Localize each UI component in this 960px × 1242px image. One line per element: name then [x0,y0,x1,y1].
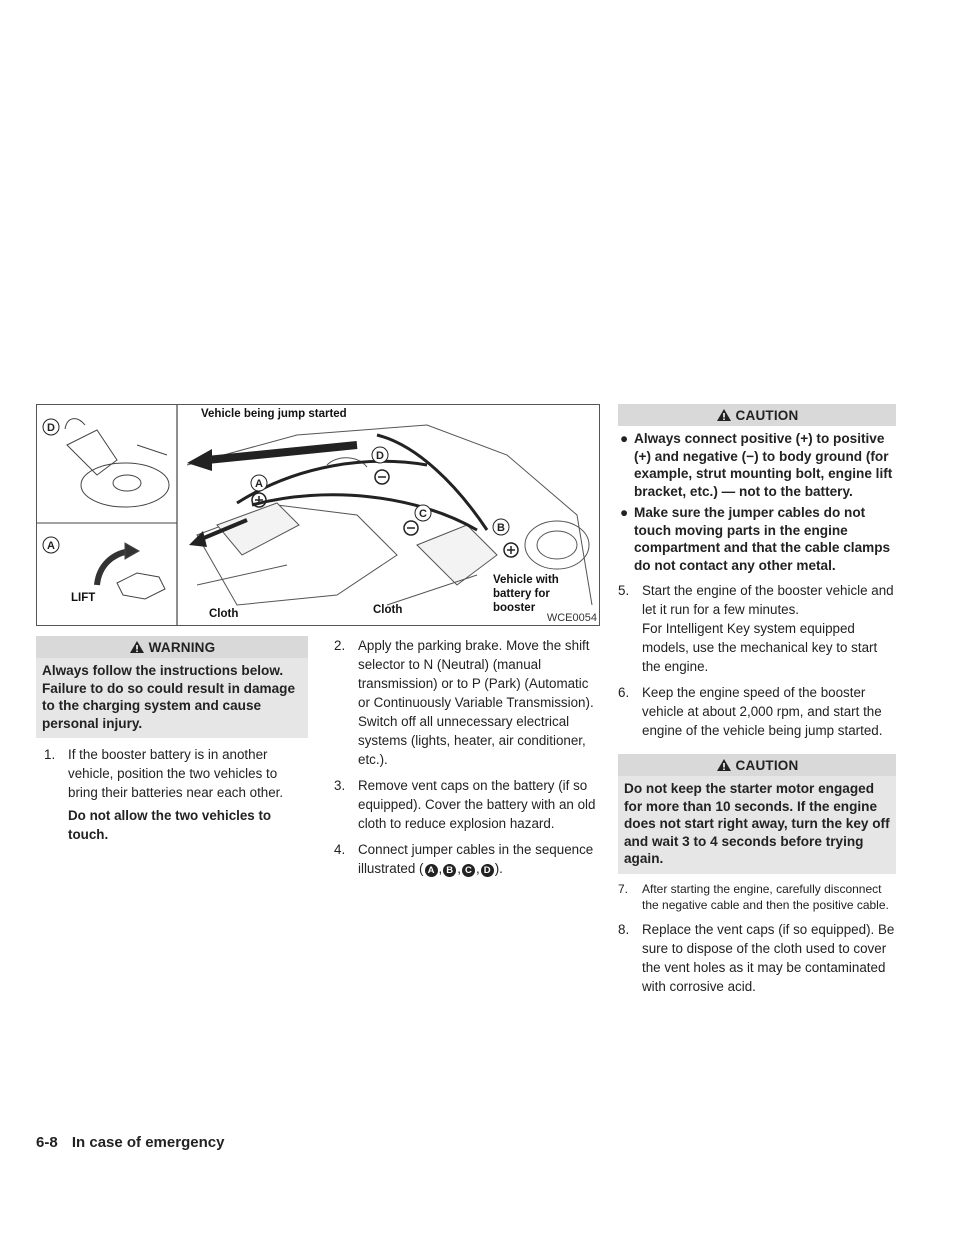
warning-title: WARNING [148,639,216,655]
step-text: Remove vent caps on the battery (if so equipped). Cover the battery with an old cloth to reduce explosion hazard. [358,778,596,831]
figure-label-vehicle-jump: Vehicle being jump started [201,408,347,420]
step-5-note: For Intelligent Key system equipped models, use the mechanical key to start the engine. [642,621,878,674]
section-title: In case of emergency [71,1134,225,1151]
caution-bullet-2: ● Make sure the jumper cables do not touch moving parts in the engine compartment and that the cable clamps do not contact any other metal. [620,505,891,573]
step-7 [618,881,896,913]
figure-label-a-inset: A [47,540,55,552]
step-number: 2. [334,638,346,653]
step-text: Connect jumper cables in the sequence illustrated ( [358,842,594,876]
step-number: 3. [334,778,346,793]
step-3 [326,776,602,833]
figure-label-booster-2: battery for [493,588,550,600]
step-number: 8. [618,921,630,937]
step-text: Start the engine of the booster vehicle and let it run for a few minutes. [642,583,894,617]
caution-icon [716,408,732,422]
warning-icon [129,640,145,654]
caution-header-2 [618,754,896,776]
figure-label-d: D [376,450,384,462]
page-number: 6-8 [36,1134,58,1151]
figure-label-booster-3: booster [493,602,536,614]
jump-start-diagram [36,404,600,626]
label-c-badge: C [462,864,475,877]
figure-label-cloth-2: Cloth [373,604,403,616]
label-d-badge: D [481,864,494,877]
caution-bullet-1: ● Always connect positive (+) to positive (+) and negative (−) to body ground (for example, strut mounting bolt, engine lift bracket, etc.) — not to the battery. [620,431,893,499]
jump-start-illustration [37,405,599,625]
figure-label-d-inset: D [47,422,55,434]
warning-header [36,636,308,658]
step-text: After starting the engine, carefully disconnect the negative cable and then the positive cable. [642,881,889,912]
step-6 [618,683,896,740]
caution-header-1 [618,404,896,426]
column-3 [618,404,896,996]
step-number: 1. [44,747,56,762]
column-1 [36,636,308,844]
step-1-note: Do not allow the two vehicles to touch. [68,808,272,842]
column-2 [326,636,602,878]
figure-label-booster-1: Vehicle with [493,574,559,586]
page-footer [36,1134,224,1151]
figure-label-cloth-1: Cloth [209,608,239,620]
step-5 [618,581,896,676]
step-text: Apply the parking brake. Move the shift selector to N (Neutral) (manual transmission) or to P (Park) (Automatic or Continuously Variable Transmission). Switch off all unnecessary electrical systems (lights, heater, air conditioner, etc.). [358,638,594,767]
step-number: 5. [618,583,630,598]
step-text-end: ). [494,861,503,876]
label-b-badge: B [443,864,456,877]
caution-title-1: CAUTION [735,407,799,423]
warning-text: Always follow the instructions below. Failure to do so could result in damage to the charging system and cause personal injury. [36,658,308,738]
step-text: Keep the engine speed of the booster vehicle at about 2,000 rpm, and start the engine of the vehicle being jump started. [642,685,883,738]
step-4: 4. Connect jumper cables in the sequence illustrated ( A , B , C , D ). [334,842,594,876]
figure-label-b: B [497,522,505,534]
figure-label-c: C [419,508,427,520]
step-text: Replace the vent caps (if so equipped). Be sure to dispose of the cloth used to cover the vent holes as it may be contaminated with corrosive acid. [642,921,895,994]
caution-icon [716,758,732,772]
step-8 [618,920,896,996]
figure-label-a: A [255,478,263,490]
step-1 [36,745,308,802]
step-number: 4. [334,842,346,857]
step-number: 6. [618,685,630,700]
step-number: 7. [618,881,629,896]
step-2 [326,636,602,769]
label-a-badge: A [425,864,438,877]
step-text: If the booster battery is in another vehicle, position the two vehicles to bring their batteries near each other. [68,747,284,800]
caution-title-2: CAUTION [735,757,799,773]
figure-id: WCE0054 [546,612,597,624]
caution-text-2: Do not keep the starter motor engaged for more than 10 seconds. If the engine does not start right away, turn the key off and wait 3 to 4 seconds before trying again. [618,776,896,874]
figure-label-lift: LIFT [71,592,96,604]
